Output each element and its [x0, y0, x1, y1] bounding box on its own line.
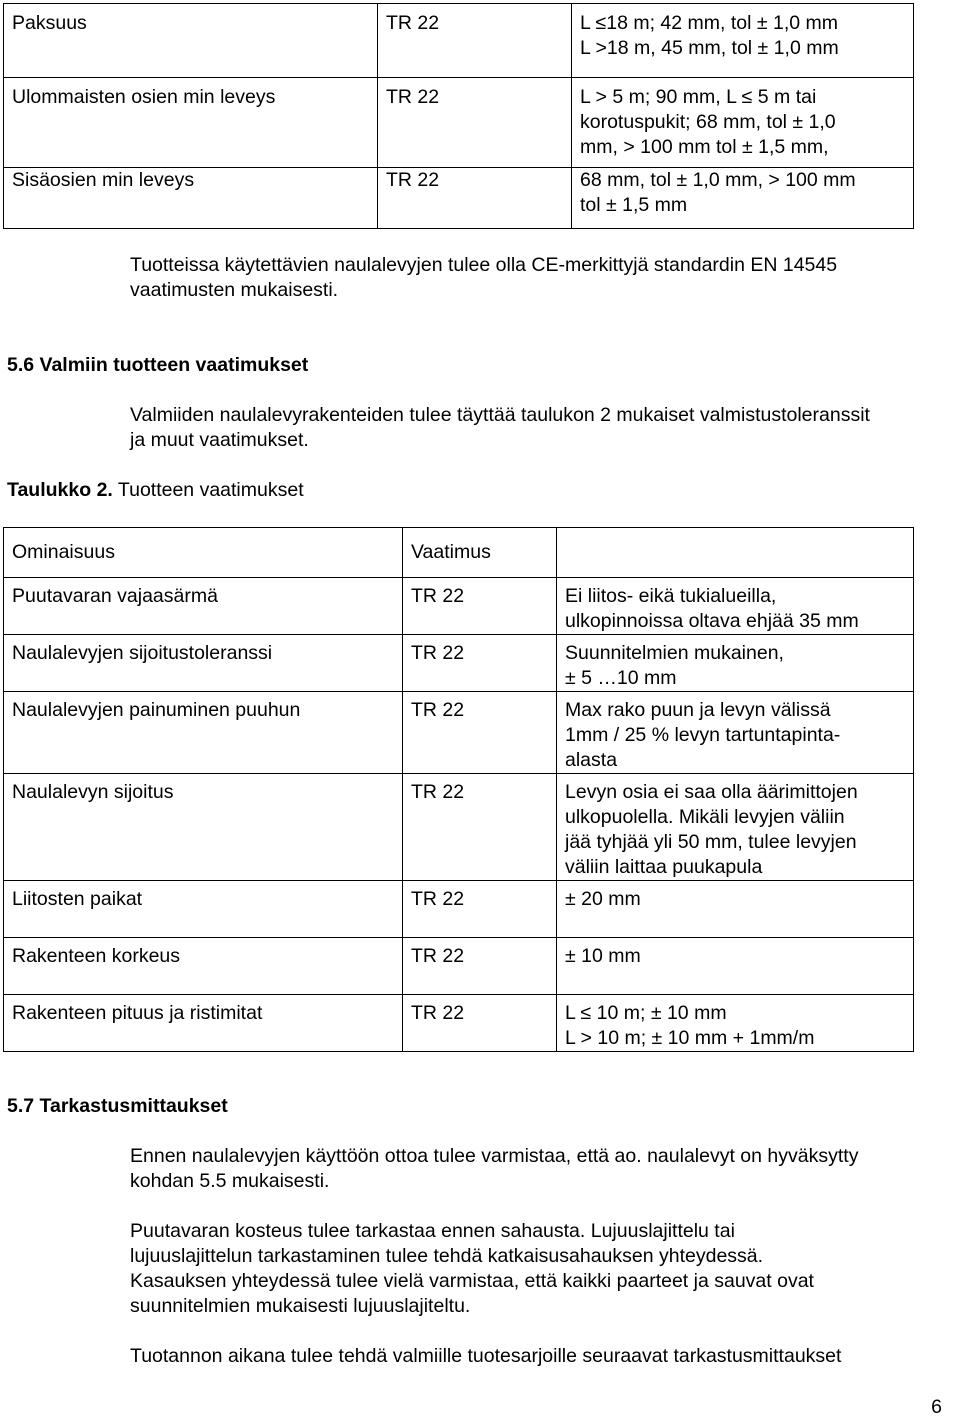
table-cell-requirement: ± 10 mm [557, 938, 914, 995]
table-cell-standard: TR 22 [403, 995, 557, 1052]
table-cell-property: Puutavaran vajaasärmä [4, 578, 403, 635]
table-row [4, 4, 914, 78]
table-cell-property: Ulommaisten osien min leveys [4, 78, 378, 168]
header-property: Ominaisuus [4, 528, 403, 578]
product-requirements-table [3, 527, 914, 1052]
table-cell-standard: TR 22 [378, 78, 572, 168]
table-caption-text: Tuotteen vaatimukset [112, 479, 304, 501]
table-cell-property: Liitosten paikat [4, 881, 403, 938]
table-cell-property: Naulalevyjen sijoitustoleranssi [4, 635, 403, 692]
table-row [4, 692, 914, 774]
header-requirement [557, 528, 914, 578]
dimension-table [3, 3, 914, 229]
table-row [4, 78, 914, 168]
table-cell-property: Naulalevyn sijoitus [4, 774, 403, 881]
ce-marking-note: Tuotteissa käytettävien naulalevyjen tulee olla CE-merkittyjä standardin EN 14545 vaatimusten mukaisesti. [130, 254, 838, 301]
table-row [4, 995, 914, 1052]
table-cell-requirement: Suunnitelmien mukainen, ± 5 …10 mm [557, 635, 914, 692]
table-row [4, 774, 914, 881]
section-5-7-paragraph-3: Tuotannon aikana tulee tehdä valmiille tuotesarjoille seuraavat tarkastusmittaukset [130, 1345, 842, 1367]
table-cell-requirement: L ≤18 m; 42 mm, tol ± 1,0 mm L >18 m, 45 mm, tol ± 1,0 mm [572, 4, 914, 78]
table-cell-standard: TR 22 [403, 635, 557, 692]
table-cell-standard: TR 22 [403, 938, 557, 995]
table-cell-standard: TR 22 [403, 578, 557, 635]
table-cell-property: Rakenteen pituus ja ristimitat [4, 995, 403, 1052]
section-5-7-paragraph-2: Puutavaran kosteus tulee tarkastaa ennen sahausta. Lujuuslajittelu tai lujuuslajittelun tarkastaminen tulee tehdä katkaisusahauksen yhteydessä. Kasauksen yhteydessä tulee vielä varmistaa, että kaikki paarteet ja sauvat ovat suunnitelmien mukaisesti lujuuslajiteltu. [130, 1220, 814, 1317]
table-row [4, 881, 914, 938]
table-caption-label: Taulukko 2. [7, 479, 113, 501]
table-row [4, 578, 914, 635]
table-header-row [4, 528, 914, 578]
table-cell-requirement: 68 mm, tol ± 1,0 mm, > 100 mm tol ± 1,5 mm [572, 168, 914, 229]
table-cell-standard: TR 22 [403, 881, 557, 938]
section-5-6-text: Valmiiden naulalevyrakenteiden tulee täyttää taulukon 2 mukaiset valmistustoleranssit ja muut vaatimukset. [130, 404, 870, 451]
table-cell-requirement: L ≤ 10 m; ± 10 mm L > 10 m; ± 10 mm + 1mm/m [557, 995, 914, 1052]
table-cell-standard: TR 22 [378, 168, 572, 229]
table-cell-standard: TR 22 [378, 4, 572, 78]
table-cell-property: Paksuus [4, 4, 378, 78]
table-row [4, 168, 914, 229]
table-row [4, 635, 914, 692]
table-cell-property: Sisäosien min leveys [4, 168, 378, 229]
table-caption [7, 478, 304, 503]
table-cell-requirement: Levyn osia ei saa olla äärimittojen ulkopuolella. Mikäli levyjen väliin jää tyhjää yli 50 mm, tulee levyjen väliin laittaa puukapula [557, 774, 914, 881]
section-heading-5-7: 5.7 Tarkastusmittaukset [7, 1095, 228, 1117]
table-cell-standard: TR 22 [403, 774, 557, 881]
table-cell-requirement: Ei liitos- eikä tukialueilla, ulkopinnoissa oltava ehjää 35 mm [557, 578, 914, 635]
page-number: 6 [931, 1396, 942, 1418]
section-heading-5-6: 5.6 Valmiin tuotteen vaatimukset [7, 354, 309, 376]
table-row [4, 938, 914, 995]
table-cell-requirement: L > 5 m; 90 mm, L ≤ 5 m tai korotuspukit; 68 mm, tol ± 1,0 mm, > 100 mm tol ± 1,5 mm, [572, 78, 914, 168]
table-cell-property: Rakenteen korkeus [4, 938, 403, 995]
table-cell-requirement: ± 20 mm [557, 881, 914, 938]
header-standard: Vaatimus [403, 528, 557, 578]
table-cell-standard: TR 22 [403, 692, 557, 774]
table-cell-requirement: Max rako puun ja levyn välissä 1mm / 25 % levyn tartuntapinta- alasta [557, 692, 914, 774]
table-cell-property: Naulalevyjen painuminen puuhun [4, 692, 403, 774]
section-5-7-paragraph-1: Ennen naulalevyjen käyttöön ottoa tulee varmistaa, että ao. naulalevyt on hyväksytty kohdan 5.5 mukaisesti. [130, 1145, 859, 1192]
